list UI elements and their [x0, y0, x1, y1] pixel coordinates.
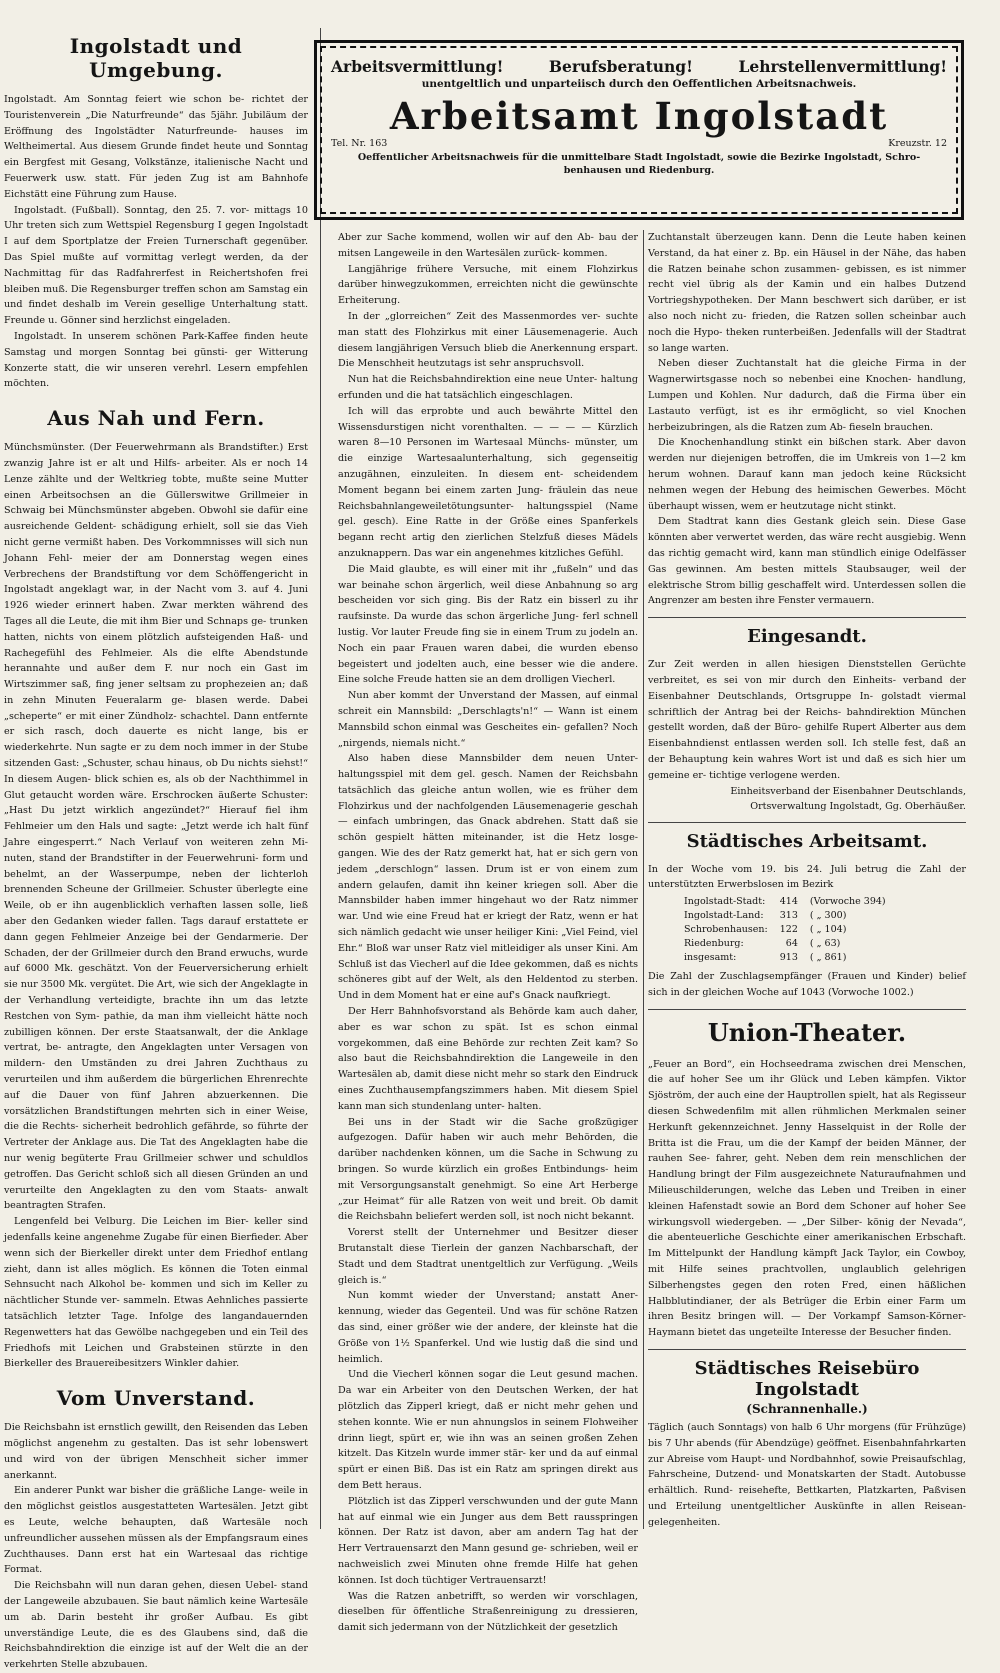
- article-text: Neben dieser Zuchtanstalt hat die gleiche Firma in der Wagnerwirtsgasse noch so nebenbei eine Knochen- handlung, Lumpen und Kohlen. Nur dadurch, daß die Firma über ein Lastauto verfügt, ist es ihr ermöglicht, so viel Knochen herbeizubringen, als die Ratzen zum Ab- fieseln brauchen.: [648, 358, 966, 433]
- ad-contact-line: [331, 138, 947, 149]
- heading-reisebuero: Städtisches Reisebüro Ingolstadt: [694, 1358, 920, 1401]
- section-divider: [648, 1009, 966, 1010]
- table-cell-place: insgesamt:: [684, 952, 737, 964]
- article-union-theater: „Feuer an Bord“, ein Hochseedrama zwischen drei Menschen, die auf hoher See um ihr Glück und Leben kämpfen. Viktor Sjöström, der auch eine der Hauptrollen spielt, hat als Regisseur diesen Schwedenfilm mit allen rühmlichen Merkmalen seiner Herkunft gekennzeichnet. Jenny Hasselquist in der Rolle der Britta ist die Frau, um die der Kampf der beiden Männer, der rauhen See- fahrer, geht. Neben dem rein menschlichen der Handlung bringt der Film ausgezeichnete Naturaufnahmen und Milieuschilderungen, welche das Leben und Treiben in einer kleinen Hafenstadt sowie an Bord dem Schoner auf hoher See wirkungsvoll wiedergeben. — „Der Silber- könig der Nevada“, die abenteuerliche Geschichte einer amerikanischen Erbschaft. Im Mittelpunkt der Handlung kämpft Jack Taylor, ein Cowboy, mit Hilfe seines prachtvollen, unglaublich gelehrigen Silberhengstes gegen den roten Fred, einen häßlichen Halbblutindianer, der als Betrüger die Erbin einer Farm um ihren Besitz bringen will. — Der Vorkampf Samson-Körner-Haymann bietet das ungeteilte Interesse der Besucher finden.: [648, 1058, 966, 1339]
- article-text: Die Knochenhandlung stinkt ein bißchen stark. Aber davon werden nur diejenigen betroffen, die im Umkreis von 1—2 km herum wohnen. Darauf kann man jedoch keine Rücksicht nehmen wegen der Hebung des heimischen Gewerbes. Möcht überhaupt wissen, wem er heutzutage nicht stinkt.: [648, 437, 966, 512]
- article-text: Bei uns in der Stadt wir die Sache großzügiger aufgezogen. Dafür haben wir auch mehr Behörden, die darüber nachdenken können, um die Sache in Schwung zu bringen. So wurde kürzlich ein großes Entbindungs- heim mit Versorgungsanstalt genehmigt. So eine Art Herberge „zur Heimat“ für alle Ratzen von weit und breit. Ob damit die Reichsbahn beliefert werden soll, ist noch nicht bekannt.: [338, 1116, 638, 1223]
- article-text: Vorerst stellt der Unternehmer und Besitzer dieser Brutanstalt diese Tierlein der ganzen Nachbarschaft, der Stadt und dem Stadtrat unentgeltlich zur Verfügung. „Weils gleich is.“: [338, 1227, 638, 1286]
- article-text: Der Herr Bahnhofsvorstand als Behörde kam auch daher, aber es war schon zu spät. Ist es schon einmal vorgekommen, daß eine Behörde zur rechten Zeit kam? So also baut die Reichsbahndirektion die Langeweile in den Wartesälen ab, damit diese nicht mehr so stark den Eindruck eines Zuchthausempfangszimmers haben. Mit diesem Spiel kann man sich stundenlang unter- halten.: [338, 1006, 638, 1112]
- ad-service-2: Berufsberatung!: [548, 57, 693, 76]
- ad-address: Kreuzstr. 12: [888, 138, 947, 149]
- ad-subline: unentgeltlich und unparteiisch durch den Oeffentlichen Arbeitsnachweis.: [421, 78, 857, 90]
- table-cell-value: 913: [779, 952, 798, 964]
- table-row: [678, 951, 892, 965]
- table-cell-place: Ingolstadt-Land:: [684, 910, 764, 922]
- article-text: Nun kommt wieder der Unverstand; anstatt Aner- kennung, wieder das Gegenteil. Und was für schöne Ratzen das sind, einer größer wie der andere, der kleinste hat die Größe von 1½ Spanferkel. Und wie lustig daß die sind und heimlich.: [338, 1290, 638, 1365]
- column-middle: [338, 230, 638, 1634]
- article-muenchsmuenster: Münchsmünster. (Der Feuerwehrmann als Brandstifter.) Erst zwanzig Jahre ist er alt und Hilfs- arbeiter. Als er noch 14 Lenze zählte und der Weltkrieg tobte, mußte seine Mutter einen Arbeitsochsen an die Güllerswitwe Grillmeier in Schwaig bei Münchsmünster abgeben. Obwohl sie dafür eine ausreichende Geldent- schädigung erhielt, soll sie das Vieh nicht gerne vermißt haben. Des Vorkommnisses will sich nun Johann Fehl- meier der am Donnerstag wegen eines Verbrechens der Brandstiftung vor dem Schöffengericht in Ingolstadt angeklagt war, in der Nacht vom 3. auf 4. Juni 1926 wieder erinnert haben. Zwar merkten während des Tages all die Leute, die mit ihm Bier und Schnaps ge- trunken hatten, nichts von einem plötzlich aufsteigenden Haß- und Rachegefühl des Fehlmeier. Als die elfte Abendstunde herannahte und außer dem F. nur noch ein Gast im Wirtszimmer saß, fing jener seltsam zu prophezeien an; daß in zehn Minuten Feueralarm ge- blasen werde. Dabei „scheperte“ er mit einer Zündholz- schachtel. Dann entfernte er sich rasch, doch dauerte es nicht lange, bis er wiederkehrte. Nun sagte er zu dem noch immer in der Stube sitzenden Gast: „Schuster, schau hinaus, ob Du nichts siehst!“ In diesem Augen- blick schien es, als ob der Nachthimmel in Glut getaucht worden wäre. Erschrocken äußerte Schuster: „Hast Du jetzt wirklich angezündet?“ Hierauf fiel ihm Fehlmeier um den Hals und sagte: „Jetzt werde ich halt fünf Jahre eingesperrt.“ Nach Verlauf von weiteren zehn Mi- nuten, stand der Brandstifter in der Feuerwehruni- form und behelmt, an der Wasserpumpe, neben der lichterloh brennenden Scheune der Grillmeier. Schuster überlegte eine Weile, ob er ihn augenblicklich verhaften lassen solle, ließ aber den Gedanken wieder fallen. Tags darauf erstattete er dann gegen Fehlmeier Anzeige bei der Gendarmerie. Der Schaden, der der Grillmeier durch den Brand erwuchs, wurde auf 6000 Mk. geschätzt. Von der Feuerversicherung erhielt sie nur 3500 Mk. vergütet. Die Art, wie sich der Angeklagte in der Verhandlung verteidigte, brachte ihn um das letzte Restchen von Sym- pathie, da man ihm vielleicht hätte noch zubilligen können. Der erste Staatsanwalt, der die Anklage vertrat, be- antragte, den Angeklagten unter Versagen von mildern- den Umständen zu drei Jahren Zuchthaus zu verurteilen und ihm außerdem die bürgerlichen Ehrenrechte auf die Dauer von fünf Jahren abzuerkennen. Die vorsätzlichen Brandstiftungen mehrten sich in einer Weise, die die Rechts- sicherheit bedrohlich gefährde, so führte der Vertreter der Anklage aus. Die Tat des Angeklagten habe die nur wenig begüterte Frau Grillmeier schwer und schuldlos getroffen. Das Gericht schloß sich all diesen Gründen an und verurteilte den Angeklagten zu den vom Staats- anwalt beantragten Strafen.: [4, 442, 308, 1212]
- article-eingesandt: Zur Zeit werden in allen hiesigen Dienststellen Gerüchte verbreitet, es sei von mir durch den Einheits- verband der Eisenbahner Deutschlands, Ortsgruppe In- golstadt viermal schriftlich der Antrag bei der Reichs- bahndirektion München gestellt worden, daß der Büro- gehilfe Rupert Alberter aus dem Eisenbahndienst entlassen werden soll. Ich stelle fest, daß an der Behauptung kein wahres Wort ist und daß es sich hier um gemeine er- tichtige verlogene werden.: [648, 659, 966, 781]
- table-cell-prev: ( „ 300): [809, 910, 847, 922]
- section-divider: [648, 617, 966, 618]
- heading-staedtisches-arbeitsamt: Städtisches Arbeitsamt.: [686, 830, 928, 852]
- article-text: Also haben diese Mannsbilder dem neuen Unter- haltungsspiel mit dem gel. gesch. Namen der Reichsbahn tatsächlich das gleiche antun wollen, wie es früher dem Flohzirkus und der nachfolgenden Läusemenagerie geschah — einfach umbringen, das Gnack abdrehen. Statt daß sie schön gespielt hätten miteinander, ist die Hetz losge- gangen. Wie des der Ratz gemerkt hat, hat er sich gern von jedem „derschlogn“ lassen. Drum ist er von einem zum andern gelaufen, damit ihn keiner kriegen soll. Aber die Mannsbilder haben immer hingehaut wo der Ratz nimmer war. Und wie eine Freud hat er kriegt der Ratz, wenn er hat sich nämlich gedacht wie unser heiliger Kini: „Viel Feind, viel Ehr.“ Bloß war unser Ratz viel mitleidiger als unser Kini. Am Schluß ist das Viecherl auf die Idee gekommen, daß es nichts schöneres gibt auf der Welt, als den Heldentod zu sterben. Und in dem Moment hat er eine auf's Gnack naufkriegt.: [338, 753, 638, 1002]
- table-cell-place: Riedenburg:: [684, 938, 744, 950]
- arbeitsamt-advertisement: [314, 40, 964, 220]
- table-cell-place: Schrobenhausen:: [684, 924, 768, 936]
- article-text: Nun aber kommt der Unverstand der Massen, auf einmal schreit ein Mannsbild: „Derschlagts'n!“ — Wann ist einem Mannsbild schon einmal was Gescheites ein- gefallen? Noch „nirgends, niemals nicht.“: [338, 690, 638, 749]
- table-cell-value: 414: [779, 896, 798, 908]
- signature-line: Einheitsverband der Eisenbahner Deutschlands,: [730, 785, 966, 797]
- article-park-kaffee: Ingolstadt. In unserem schönen Park-Kaffee finden heute Samstag und morgen Sonntag bei günsti- ger Witterung Konzerte statt, die wir unseren verehrl. Lesern empfehlen möchten.: [4, 330, 308, 390]
- article-text: Langjährige frühere Versuche, mit einem Flohzirkus darüber hinwegzukommen, erreichten nicht die gewünschte Erheiterung.: [338, 263, 638, 307]
- table-cell-value: 64: [785, 938, 798, 950]
- ad-service-3: Lehrstellenvermittlung!: [738, 57, 947, 76]
- table-cell-value: 122: [779, 924, 798, 936]
- article-text: In der „glorreichen“ Zeit des Massenmordes ver- suchte man statt des Flohzirkus mit einer Läusemenagerie. Auch diesem langjährigen Versuch blieb die Anerkennung erspart. Die Menschheit heutzutags ist sehr anspruchsvoll.: [338, 310, 638, 370]
- table-cell-value: 313: [779, 910, 798, 922]
- stats-intro: In der Woche vom 19. bis 24. Juli betrug die Zahl der unterstützten Erwerbslosen im Bezirk: [648, 863, 966, 891]
- article-lengenfeld: Lengenfeld bei Velburg. Die Leichen im Bier- keller sind jedenfalls keine angenehme Zugabe für einen Bierfieder. Aber wenn sich der Bierkeller direkt unter dem Friedhof entlang zieht, dann ist alles möglich. Es können die Toten einmal Sehnsucht nach Alkohol be- kommen und sich im Keller zu nächtlicher Stunde ver- sammeln. Etwas Aehnliches passierte tatsächlich letzter Tage. Infolge des langandauernden Regenwetters hat das Gewölbe nachgegeben und ein Teil des Friedhofs mit Leichen und Grabsteinen stürzte in den Bierkeller des Brauereibesitzers Winkler dahier.: [4, 1216, 308, 1370]
- article-text: Dem Stadtrat kann dies Gestank gleich sein. Diese Gase könnten aber verwertet werden, das wäre recht ausgiebig. Wenn das richtig gemacht wird, kann man stündlich einige Odelfässer Gas gewinnen. Am besten mittels Staubsauger, weil der elektrische Strom billig geschaffelt wird. Unterdessen sollen die Angrenzer am besten ihre Fenster vermauern.: [648, 516, 966, 607]
- heading-eingesandt: Eingesandt.: [747, 626, 867, 648]
- table-row: [678, 923, 892, 937]
- ad-services-line: [331, 57, 947, 76]
- article-fussball: Ingolstadt. (Fußball). Sonntag, den 25. 7. vor- mittags 10 Uhr treten sich zum Wettspiel Regensburg I gegen Ingolstadt I auf dem Sportplatze der Freien Turnerschaft gegenüber. Das Spiel mußte auf vormittag verlegt werden, da der Nachmittag für das Radfahrerfest in Reichertshofen frei bleiben muß. Die Regensburger treffen schon am Samstag ein und findet deshalb im Verein gesellige Unterhaltung statt. Freunde u. Gönner sind herzlichst eingeladen.: [4, 204, 308, 327]
- article-unverstand-1: Die Reichsbahn ist ernstlich gewillt, den Reisenden das Leben möglichst angenehm zu gestalten. Das ist sehr lobenswert und wird von der übrigen Menschheit sicher immer anerkannt.: [4, 1422, 308, 1481]
- table-row: [678, 937, 892, 951]
- table-cell-place: Ingolstadt-Stadt:: [684, 896, 766, 908]
- column-divider: [643, 230, 644, 1529]
- table-cell-prev: ( „ 63): [809, 938, 841, 950]
- column-left: [4, 28, 308, 1671]
- ad-footer: Oeffentlicher Arbeitsnachweis für die unmittelbare Stadt Ingolstadt, sowie die Bezirke Ingolstadt, Schro- benhausen und Riedenburg.: [357, 152, 921, 176]
- section-divider: [648, 1349, 966, 1350]
- ad-service-1: Arbeitsvermittlung!: [331, 57, 504, 76]
- table-cell-prev: ( „ 104): [809, 924, 847, 936]
- article-text: Ich will das erprobte und auch bewährte Mittel den Wissensdurstigen nicht vorenthalten. — — — — Kürzlich waren 8—10 Personen im Wartesaal Münchs- münster, um die einzige Wartesaalunterhaltung, sich gegenseitig anzugähnen, einzuleiten. In diesem ent- scheidendem Moment begann bei einem zarten Jung- fräulein das neue Reichsbahnlangeweiletötungsunter- haltungsspiel (Name gel. gesch). Eine Ratte in der Größe eines Spanferkels begann recht artig den zierlichen Stelzfuß dieses Mädels anzuknappern. Das war ein angenehmes kitzliches Gefühl.: [338, 405, 638, 559]
- table-cell-prev: ( „ 861): [809, 952, 847, 964]
- article-unverstand-3: Die Reichsbahn will nun daran gehen, diesen Uebel- stand der Langeweile abzubauen. Sie baut nämlich keine Wartesäle um ab. Darin besteht ihr großer Aufbau. Es gibt unverständige Leute, die es des Glaubens sind, daß die Reichsbahndirektion die einzige ist auf der Welt die an der verkehrten Stelle abzubauen.: [4, 1580, 308, 1671]
- article-text: Zuchtanstalt überzeugen kann. Denn die Leute haben keinen Verstand, da hat einer z. Bp. ein Häusel in der Nähe, das haben die Ratzen beinahe schon zusammen- gebissen, es ist nimmer recht viel übrig als der Kamin und ein halbes Dutzend Vortriegshypotheken. Der Mann beschwert sich darüber, er ist also noch nicht zu- frieden, die Ratzen sollen scheinbar auch noch die Hypo- theken runterbeißen. Jedenfalls will der Stadtrat so lange warten.: [648, 232, 966, 354]
- article-naturfreunde: Ingolstadt. Am Sonntag feiert wie schon be- richtet der Touristenverein „Die Naturfreunde“ das 5jähr. Jubiläum der Eröffnung des Ingolstädter Naturfreunde- hauses im Weltheimertal. Aus diesem Grunde findet heute und Sonntag ein Bergfest mit Gesang, Volkstänze, italienische Nacht und Feuerwerk usw. statt. Für jeden Zug ist am Bahnhofe Eichstätt eine Führung zum Hause.: [4, 94, 308, 200]
- article-text: Plötzlich ist das Zipperl verschwunden und der gute Mann hat auf einmal wie ein Junger aus dem Bett rausspringen können. Der Ratz ist davon, aber am andern Tag hat der Herr Vertrauensarzt den Mann gesund ge- schrieben, weil er nachweislich zwei Minuten ohne fremde Hilfe hat gehen können. Ist doch tüchtiger Vertrauensarzt!: [338, 1495, 638, 1586]
- table-row: [678, 909, 892, 923]
- signature-line: Ortsverwaltung Ingolstadt, Gg. Oberhäußer.: [750, 800, 966, 812]
- article-text: Die Maid glaubte, es will einer mit ihr „fußeln“ und das war beinahe schon ärgerlich, weil diese Anbahnung so arg bescheiden vor sich ging. Bis der Ratz ein bisserl zu ihr raufsinste. Da wurde das schon ärgerliche Jung- ferl schnell lustig. Vor lauter Freude fing sie in einem Trum zu jodeln an. Noch ein paar Frauen waren dabei, die wurden ebenso begeistert und jodelten auch, eine besser wie die andere. Eine solche Freude hatten sie an dem drolligen Viecherl.: [338, 563, 638, 686]
- article-text: Nun hat die Reichsbahndirektion eine neue Unter- haltung erfunden und die hat tatsächlich eingeschlagen.: [338, 374, 638, 401]
- article-reisebuero: Täglich (auch Sonntags) von halb 6 Uhr morgens (für Frühzüge) bis 7 Uhr abends (für Abendzüge) geöffnet. Eisenbahnfahrkarten zur Abreise vom Haupt- und Nordbahnhof, sowie Preisaufschlag, Fahrscheine, Dutzend- und Monatskarten der Stadt. Autobusse erhältlich. Rund- reisehefte, Bettkarten, Platzkarten, Paßvisen und Erteilung unentgeltlicher Auskünfte in allen Reisean- gelegenheiten.: [648, 1422, 966, 1528]
- unemployment-table: [678, 895, 892, 965]
- heading-vom-unverstand: Vom Unverstand.: [56, 1386, 256, 1411]
- column-right: [648, 230, 966, 1529]
- heading-aus-nah-und-fern: Aus Nah und Fern.: [47, 406, 265, 431]
- table-row: [678, 895, 892, 909]
- stats-outro: Die Zahl der Zuschlagsempfänger (Frauen und Kinder) belief sich in der gleichen Woche auf 1043 (Vorwoche 1002.): [648, 971, 966, 998]
- column-divider: [320, 28, 321, 1529]
- article-unverstand-2: Ein anderer Punkt war bisher die gräßliche Lange- weile in den möglichst geistlos ausgestatteten Wartesälen. Jetzt gibt es Leute, welche behaupten, daß Wartesäle noch unfreundlicher aussehen müssen als der Empfangsraum eines Zuchthauses. Dann erst hat ein Wartesaal das richtige Format.: [4, 1485, 308, 1576]
- heading-union-theater: Union-Theater.: [707, 1017, 907, 1047]
- section-divider: [648, 822, 966, 823]
- ad-title: Arbeitsamt Ingolstadt: [389, 94, 889, 138]
- article-text: Aber zur Sache kommend, wollen wir auf den Ab- bau der mitsen Langeweile in den Wartesälen zurück- kommen.: [338, 232, 638, 259]
- heading-ingolstadt-umgebung: Ingolstadt und Umgebung.: [69, 34, 243, 82]
- article-text: Und die Viecherl können sogar die Leut gesund machen. Da war ein Arbeiter von den Deutschen Werken, der hat plötzlich das Zipperl kriegt, daß er nicht mehr gehen und stehen konnte. Wie er nun ahnungslos in seinem Flohweiher drinn liegt, spürt er, wie ihn was an seinen großen Zehen kitzelt. Das Kitzeln wurde immer stär- ker und da auf einmal spürt er einen Biß. Das ist ein Ratz am springen direkt aus dem Bett heraus.: [338, 1369, 638, 1491]
- article-text: Was die Ratzen anbetrifft, so werden wir vorschlagen, dieselben für öffentliche Straßenreinigung zu dressieren, damit sich jedermann von der Nützlichkeit der gesetzlich: [338, 1590, 638, 1634]
- table-cell-prev: (Vorwoche 394): [809, 896, 886, 908]
- reisebuero-subheading: (Schrannenhalle.): [746, 1402, 868, 1417]
- ad-telephone: Tel. Nr. 163: [331, 138, 388, 149]
